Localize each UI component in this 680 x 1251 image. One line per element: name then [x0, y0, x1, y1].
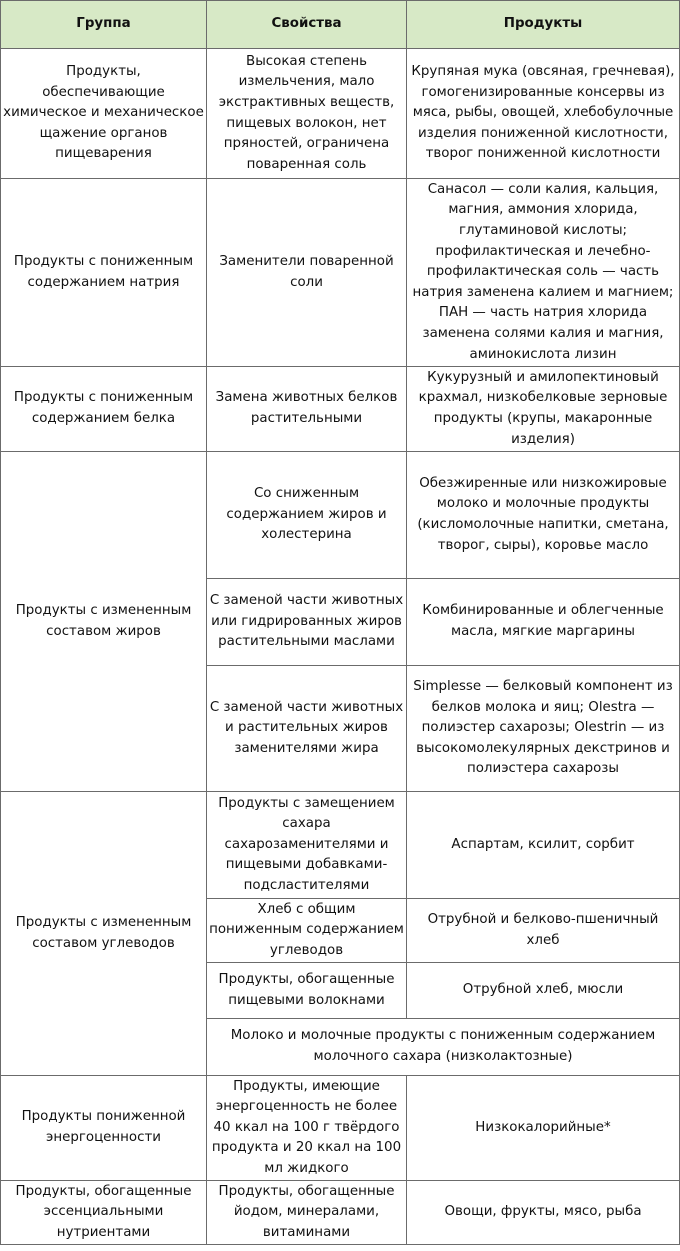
properties-cell: С заменой части животных или гидрированных жиров растительными маслами [207, 579, 407, 666]
properties-cell: Продукты с замещением сахара сахарозаменителями и пищевыми добавками-подсластителями [207, 792, 407, 899]
properties-cell: Заменители поваренной соли [207, 179, 407, 367]
group-cell: Продукты с измененным составом жиров [1, 452, 207, 792]
table-row [1, 49, 680, 179]
products-cell: Низкокалорийные* [407, 1076, 680, 1181]
products-cell: Simplesse — белковый компонент из белков молока и яиц; Olestra — полиэстер сахарозы; Olestrin — из высокомолекулярных декстринов и полиэстера сахарозы [407, 666, 680, 792]
table-row [1, 367, 680, 452]
table-row [1, 452, 680, 579]
properties-cell: Высокая степень измельчения, мало экстрактивных веществ, пищевых волокон, нет пряностей, ограничена поваренная соль [207, 49, 407, 179]
group-cell: Продукты с пониженным содержанием натрия [1, 179, 207, 367]
properties-cell: Со сниженным содержанием жиров и холестерина [207, 452, 407, 579]
products-cell: Отрубной и белково-пшеничный хлеб [407, 899, 680, 963]
merged-cell: Молоко и молочные продукты с пониженным содержанием молочного сахара (низколактозные) [207, 1019, 680, 1076]
properties-cell: Замена животных белков растительными [207, 367, 407, 452]
properties-cell: Продукты, обогащенные йодом, минералами, витаминами [207, 1181, 407, 1245]
table-row [1, 792, 680, 899]
group-cell: Продукты с измененным составом углеводов [1, 792, 207, 1076]
group-cell: Продукты, обеспечивающие химическое и механическое щажение органов пищеварения [1, 49, 207, 179]
group-cell: Продукты, обогащенные эссенциальными нутриентами [1, 1181, 207, 1245]
products-cell: Крупяная мука (овсяная, гречневая), гомогенизированные консервы из мяса, рыбы, овощей, хлебобулочные изделия пониженной кислотности, творог пониженной кислотности [407, 49, 680, 179]
products-cell: Санасол — соли калия, кальция, магния, аммония хлорида, глутаминовой кислоты; профилактическая и лечебно-профилактическая соль — часть натрия заменена калием и магнием; ПАН — часть натрия хлорида заменена солями калия и магния, аминокислота лизин [407, 179, 680, 367]
group-cell: Продукты пониженной энергоценности [1, 1076, 207, 1181]
properties-cell: С заменой части животных и растительных жиров заменителями жира [207, 666, 407, 792]
table-header-row [1, 1, 680, 49]
header-group: Группа [1, 1, 207, 49]
products-cell: Овощи, фрукты, мясо, рыба [407, 1181, 680, 1245]
products-cell: Комбинированные и облегченные масла, мягкие маргарины [407, 579, 680, 666]
products-cell: Обезжиренные или низкожировые молоко и молочные продукты (кисломолочные напитки, сметана, творог, сыры), коровье масло [407, 452, 680, 579]
products-cell: Отрубной хлеб, мюсли [407, 963, 680, 1019]
properties-cell: Хлеб с общим пониженным содержанием углеводов [207, 899, 407, 963]
properties-cell: Продукты, имеющие энергоценность не более 40 ккал на 100 г твёрдого продукта и 20 ккал на 100 мл жидкого [207, 1076, 407, 1181]
table-row [1, 1181, 680, 1245]
group-cell: Продукты с пониженным содержанием белка [1, 367, 207, 452]
table-row [1, 1076, 680, 1181]
products-cell: Аспартам, ксилит, сорбит [407, 792, 680, 899]
header-products: Продукты [407, 1, 680, 49]
table-row [1, 179, 680, 367]
properties-cell: Продукты, обогащенные пищевыми волокнами [207, 963, 407, 1019]
products-cell: Кукурузный и амилопектиновый крахмал, низкобелковые зерновые продукты (крупы, макаронные изделия) [407, 367, 680, 452]
header-properties: Свойства [207, 1, 407, 49]
